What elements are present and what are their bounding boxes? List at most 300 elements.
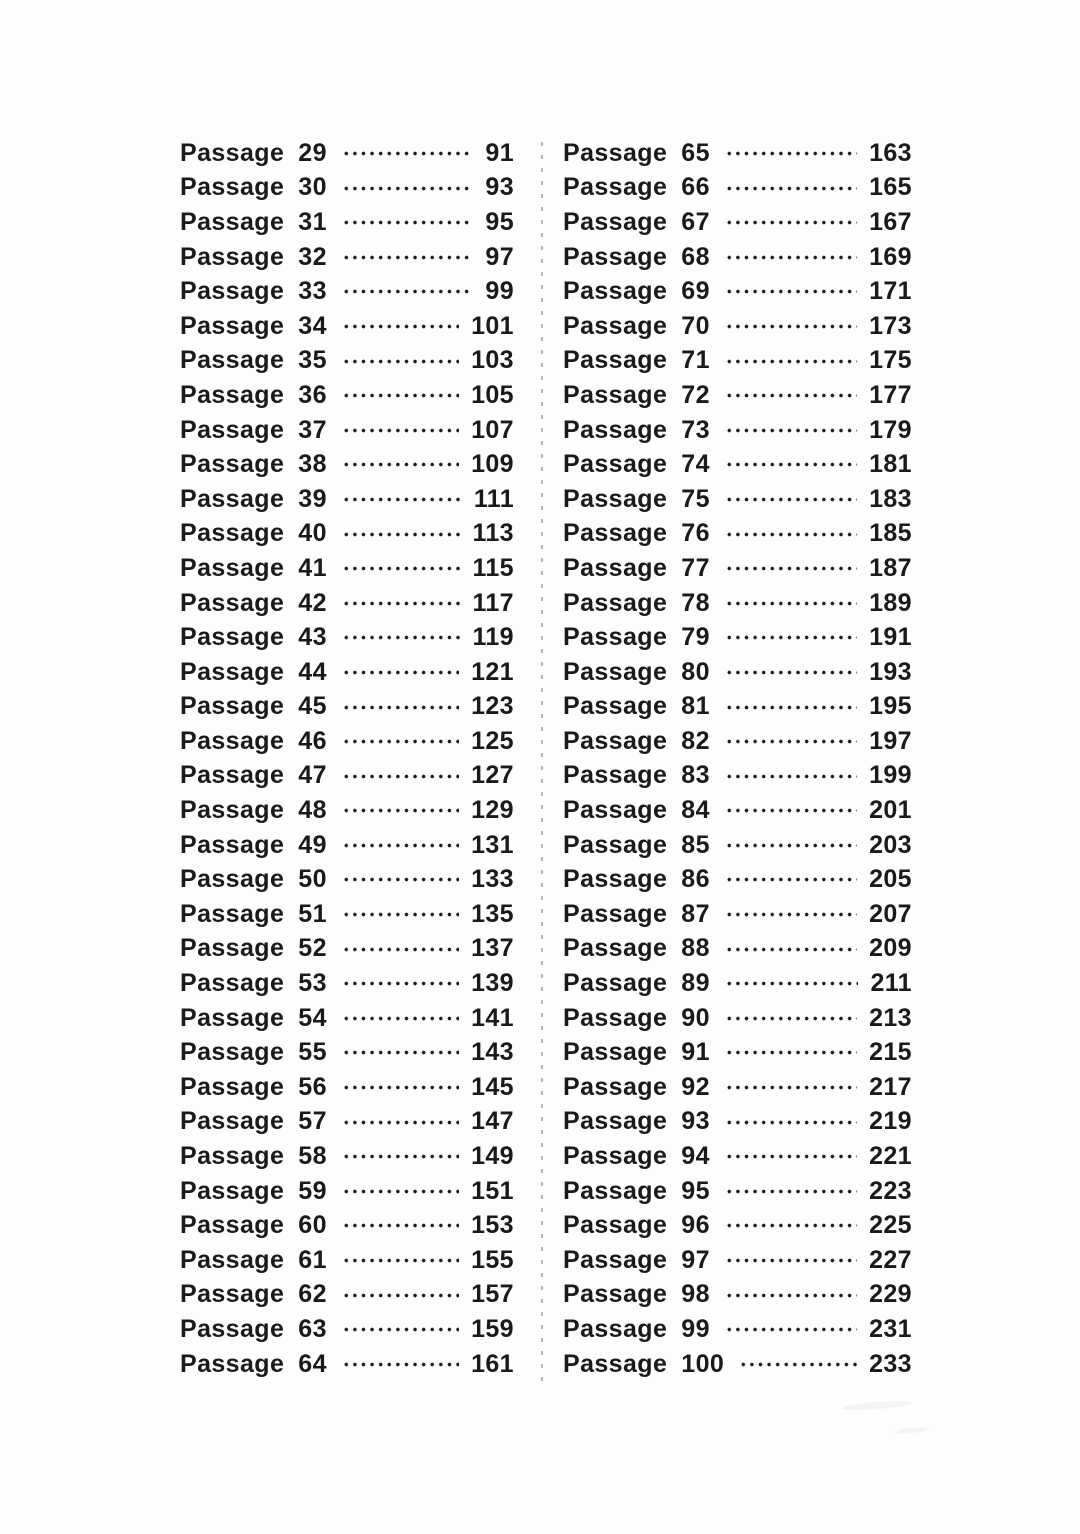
toc-entry-page: 155 — [471, 1245, 514, 1274]
toc-entry — [563, 344, 912, 379]
toc-entry-page: 145 — [471, 1072, 514, 1101]
toc-entry-page: 213 — [869, 1003, 912, 1032]
toc-entry-number: 43 — [298, 623, 327, 652]
dot-leader — [725, 1208, 857, 1243]
toc-entry-label: Passage — [180, 1038, 285, 1067]
toc-entry-page: 209 — [869, 934, 912, 963]
toc-entry-label: Passage — [563, 830, 668, 859]
toc-entry-page: 199 — [869, 761, 912, 790]
toc-entry-number: 79 — [681, 623, 710, 652]
toc-entry — [563, 1105, 912, 1140]
toc-entry-label: Passage — [180, 553, 285, 582]
toc-entry-label: Passage — [563, 761, 668, 790]
toc-entry-page: 141 — [471, 1003, 514, 1032]
toc-entry-label: Passage — [563, 726, 668, 755]
toc-entry-page: 91 — [485, 138, 514, 167]
toc-entry-label: Passage — [563, 553, 668, 582]
toc-entry-number: 52 — [298, 934, 327, 963]
toc-entry — [180, 413, 514, 448]
toc-entry-number: 81 — [681, 692, 710, 721]
toc-entry — [180, 551, 514, 586]
toc-entry-page: 117 — [472, 588, 514, 617]
dot-leader — [725, 309, 857, 344]
toc-entry-page: 129 — [471, 796, 514, 825]
toc-entry-label: Passage — [180, 415, 285, 444]
toc-entry — [563, 1035, 912, 1070]
toc-entry — [563, 171, 912, 206]
toc-entry-page: 127 — [471, 761, 514, 790]
toc-entry — [563, 620, 912, 655]
toc-entry-number: 68 — [681, 242, 710, 271]
dot-leader — [725, 240, 857, 275]
toc-entry-label: Passage — [563, 242, 668, 271]
toc-entry-label: Passage — [563, 484, 668, 513]
toc-entry-number: 51 — [298, 899, 327, 928]
toc-entry — [180, 1174, 514, 1209]
toc-entry-number: 30 — [298, 173, 327, 202]
toc-entry-number: 70 — [681, 311, 710, 340]
toc-entry-number: 50 — [298, 865, 327, 894]
toc-entry-label: Passage — [180, 519, 285, 548]
toc-entry-label: Passage — [180, 450, 285, 479]
dot-leader — [342, 1174, 459, 1209]
toc-entry-number: 63 — [298, 1314, 327, 1343]
dot-leader — [725, 1243, 857, 1278]
toc-entry — [563, 1347, 912, 1382]
toc-entry-page: 135 — [471, 899, 514, 928]
toc-entry-label: Passage — [563, 865, 668, 894]
toc-entry-number: 53 — [298, 969, 327, 998]
toc-entry-number: 67 — [681, 207, 710, 236]
dot-leader — [725, 724, 857, 759]
toc-entry-number: 99 — [681, 1314, 710, 1343]
dot-leader — [725, 1105, 857, 1140]
toc-entry-number: 73 — [681, 415, 710, 444]
toc-entry-label: Passage — [563, 311, 668, 340]
toc-entry-number: 76 — [681, 519, 710, 548]
toc-entry-label: Passage — [180, 1107, 285, 1136]
toc-entry — [180, 655, 514, 690]
dot-leader — [342, 1001, 459, 1036]
toc-entry — [180, 828, 514, 863]
toc-entry-number: 88 — [681, 934, 710, 963]
toc-entry — [180, 344, 514, 379]
toc-entry-page: 223 — [869, 1176, 912, 1205]
dot-leader — [342, 413, 459, 448]
toc-entry-number: 45 — [298, 692, 327, 721]
toc-entry-label: Passage — [180, 934, 285, 963]
toc-entry-page: 113 — [472, 519, 514, 548]
toc-entry-page: 147 — [471, 1107, 514, 1136]
dot-leader — [725, 171, 857, 206]
toc-entry-page: 111 — [473, 484, 514, 513]
toc-entry — [180, 378, 514, 413]
toc-entry-number: 71 — [681, 346, 710, 375]
toc-entry — [563, 690, 912, 725]
dot-leader — [725, 136, 857, 171]
toc-entry-number: 75 — [681, 484, 710, 513]
toc-entry-label: Passage — [563, 1142, 668, 1171]
toc-entry — [563, 1070, 912, 1105]
toc-entry-number: 40 — [298, 519, 327, 548]
toc-entry — [180, 136, 514, 171]
dot-leader — [725, 1070, 857, 1105]
toc-entry-page: 119 — [472, 623, 514, 652]
toc-entry — [180, 1070, 514, 1105]
toc-entry-page: 121 — [471, 657, 514, 686]
dot-leader — [725, 862, 857, 897]
toc-entry-label: Passage — [180, 1072, 285, 1101]
toc-entry-label: Passage — [563, 1314, 668, 1343]
toc-entry-number: 44 — [298, 657, 327, 686]
toc-entry-number: 96 — [681, 1211, 710, 1240]
dot-leader — [725, 205, 857, 240]
toc-entry-page: 179 — [869, 415, 912, 444]
toc-entry-label: Passage — [563, 380, 668, 409]
toc-entry-page: 191 — [869, 623, 912, 652]
toc-entry-label: Passage — [563, 173, 668, 202]
toc-entry-page: 101 — [471, 311, 514, 340]
dot-leader — [342, 862, 459, 897]
dot-leader — [342, 240, 474, 275]
toc-entry-label: Passage — [563, 138, 668, 167]
toc-entry-label: Passage — [563, 1107, 668, 1136]
toc-entry-label: Passage — [563, 1176, 668, 1205]
toc-entry-label: Passage — [180, 1314, 285, 1343]
toc-entry-label: Passage — [180, 1003, 285, 1032]
toc-entry — [180, 1001, 514, 1036]
dot-leader — [342, 1278, 459, 1313]
dot-leader — [342, 759, 459, 794]
toc-entry-label: Passage — [563, 1245, 668, 1274]
toc-entry — [563, 655, 912, 690]
toc-entry — [563, 932, 912, 967]
toc-entry-number: 36 — [298, 380, 327, 409]
toc-entry — [180, 171, 514, 206]
toc-entry-page: 161 — [471, 1349, 514, 1378]
toc-entry-number: 64 — [298, 1349, 327, 1378]
dot-leader — [342, 482, 462, 517]
toc-entry-number: 31 — [298, 207, 327, 236]
toc-entry — [180, 1035, 514, 1070]
toc-entry-page: 189 — [869, 588, 912, 617]
toc-entry — [563, 897, 912, 932]
dot-leader — [725, 482, 857, 517]
toc-entry-page: 225 — [869, 1211, 912, 1240]
toc-entry-number: 83 — [681, 761, 710, 790]
toc-entry-number: 56 — [298, 1072, 327, 1101]
toc-entry-label: Passage — [180, 173, 285, 202]
toc-entry-label: Passage — [180, 623, 285, 652]
dot-leader — [342, 655, 459, 690]
toc-entry — [563, 1278, 912, 1313]
toc-entry — [180, 586, 514, 621]
toc-entry — [563, 447, 912, 482]
toc-entry-label: Passage — [180, 1142, 285, 1171]
toc-entry — [563, 413, 912, 448]
dot-leader — [725, 932, 857, 967]
dot-leader — [342, 205, 474, 240]
dot-leader — [342, 136, 474, 171]
toc-entry-page: 157 — [471, 1280, 514, 1309]
toc-entry-number: 61 — [298, 1245, 327, 1274]
toc-entry — [563, 966, 912, 1001]
toc-entry-label: Passage — [180, 311, 285, 340]
toc-entry-page: 177 — [869, 380, 912, 409]
toc-entry — [563, 517, 912, 552]
toc-entry-label: Passage — [563, 796, 668, 825]
toc-entry-number: 41 — [298, 553, 327, 582]
toc-entry-page: 95 — [485, 207, 514, 236]
toc-entry-number: 66 — [681, 173, 710, 202]
toc-entry-page: 203 — [869, 830, 912, 859]
toc-entry-label: Passage — [180, 865, 285, 894]
toc-entry — [180, 1312, 514, 1347]
dot-leader — [342, 551, 461, 586]
toc-entry — [180, 482, 514, 517]
toc-entry-page: 229 — [869, 1280, 912, 1309]
toc-entry — [180, 517, 514, 552]
dot-leader — [725, 1174, 857, 1209]
dot-leader — [342, 171, 474, 206]
toc-entry-page: 233 — [869, 1349, 912, 1378]
toc-entry-number: 55 — [298, 1038, 327, 1067]
dot-leader — [725, 690, 857, 725]
toc-entry — [563, 240, 912, 275]
toc-entry-number: 58 — [298, 1142, 327, 1171]
toc-entry-number: 47 — [298, 761, 327, 790]
toc-entry-label: Passage — [180, 380, 285, 409]
toc-entry-label: Passage — [180, 761, 285, 790]
toc-entry-label: Passage — [563, 899, 668, 928]
dot-leader — [342, 897, 459, 932]
toc-entry — [563, 378, 912, 413]
toc-entry-page: 211 — [870, 969, 912, 998]
toc-entry — [563, 1001, 912, 1036]
dot-leader — [342, 1347, 459, 1382]
toc-entry — [180, 932, 514, 967]
dot-leader — [342, 378, 459, 413]
toc-entry-number: 39 — [298, 484, 327, 513]
toc-entry — [180, 793, 514, 828]
toc-entry-number: 57 — [298, 1107, 327, 1136]
toc-entry-number: 92 — [681, 1072, 710, 1101]
scan-smudge — [895, 1426, 929, 1435]
toc-entry — [180, 690, 514, 725]
dot-leader — [725, 793, 857, 828]
toc-entry-number: 98 — [681, 1280, 710, 1309]
toc-entry-number: 74 — [681, 450, 710, 479]
toc-entry — [180, 724, 514, 759]
toc-entry — [180, 1105, 514, 1140]
dot-leader — [342, 1208, 459, 1243]
toc-entry-page: 139 — [471, 969, 514, 998]
toc-entry — [180, 1139, 514, 1174]
toc-entry-label: Passage — [563, 1072, 668, 1101]
toc-entry-label: Passage — [180, 588, 285, 617]
dot-leader — [342, 793, 459, 828]
toc-entry-page: 195 — [869, 692, 912, 721]
toc-entry — [563, 309, 912, 344]
toc-entry-page: 143 — [471, 1038, 514, 1067]
toc-entry-page: 227 — [869, 1245, 912, 1274]
toc-entry-page: 175 — [869, 346, 912, 375]
toc-entry-page: 169 — [869, 242, 912, 271]
toc-entry — [180, 966, 514, 1001]
toc-entry — [563, 1243, 912, 1278]
toc-entry-page: 197 — [869, 726, 912, 755]
toc-entry-page: 137 — [471, 934, 514, 963]
dot-leader — [725, 1312, 857, 1347]
toc-entry — [180, 205, 514, 240]
toc-entry-number: 33 — [298, 277, 327, 306]
toc-entry — [563, 1174, 912, 1209]
toc-entry-number: 48 — [298, 796, 327, 825]
toc-entry-label: Passage — [180, 899, 285, 928]
dot-leader — [725, 828, 857, 863]
toc-entry-number: 84 — [681, 796, 710, 825]
toc-entry-page: 107 — [471, 415, 514, 444]
toc-entry-page: 231 — [869, 1314, 912, 1343]
toc-entry-label: Passage — [180, 1245, 285, 1274]
toc-entry-label: Passage — [180, 657, 285, 686]
toc-entry — [180, 309, 514, 344]
dot-leader — [725, 274, 857, 309]
toc-entry-page: 123 — [471, 692, 514, 721]
toc-entry-page: 159 — [471, 1314, 514, 1343]
dot-leader — [725, 1035, 857, 1070]
dot-leader — [725, 517, 857, 552]
toc-entry-page: 109 — [471, 450, 514, 479]
toc-entry-page: 181 — [869, 450, 912, 479]
toc-entry-number: 85 — [681, 830, 710, 859]
toc-entry-label: Passage — [180, 796, 285, 825]
toc-entry-page: 105 — [471, 380, 514, 409]
toc-entry-label: Passage — [563, 346, 668, 375]
dot-leader — [725, 655, 857, 690]
toc-entry — [180, 620, 514, 655]
toc-entry-label: Passage — [563, 692, 668, 721]
toc-entry — [563, 274, 912, 309]
toc-entry-page: 125 — [471, 726, 514, 755]
toc-entry-number: 94 — [681, 1142, 710, 1171]
dot-leader — [725, 1278, 857, 1313]
toc-entry-page: 93 — [485, 173, 514, 202]
scan-smudge — [842, 1400, 912, 1412]
toc-entry-label: Passage — [180, 830, 285, 859]
toc-entry-number: 80 — [681, 657, 710, 686]
toc-entry-label: Passage — [563, 1038, 668, 1067]
toc-entry — [563, 862, 912, 897]
toc-entry — [563, 828, 912, 863]
toc-entry-number: 69 — [681, 277, 710, 306]
toc-entry-label: Passage — [563, 519, 668, 548]
toc-entry-label: Passage — [563, 277, 668, 306]
toc-entry-number: 82 — [681, 726, 710, 755]
toc-entry-label: Passage — [180, 1349, 285, 1378]
toc-entry-page: 183 — [869, 484, 912, 513]
dot-leader — [725, 620, 857, 655]
toc-entry-label: Passage — [563, 415, 668, 444]
toc-entry-number: 90 — [681, 1003, 710, 1032]
dot-leader — [725, 1001, 857, 1036]
dot-leader — [342, 1035, 459, 1070]
toc-entry — [563, 1139, 912, 1174]
toc-entry-page: 215 — [869, 1038, 912, 1067]
toc-entry-page: 185 — [869, 519, 912, 548]
dot-leader — [342, 724, 459, 759]
toc-entry-label: Passage — [563, 623, 668, 652]
toc-entry-number: 72 — [681, 380, 710, 409]
toc-entry-label: Passage — [180, 484, 285, 513]
toc-entry-label: Passage — [180, 692, 285, 721]
dot-leader — [342, 828, 459, 863]
dot-leader — [725, 897, 857, 932]
column-divider — [541, 142, 543, 1381]
dot-leader — [342, 309, 459, 344]
toc-entry-number: 91 — [681, 1038, 710, 1067]
toc-entry-label: Passage — [180, 138, 285, 167]
dot-leader — [725, 1139, 857, 1174]
toc-entry — [563, 205, 912, 240]
toc-entry-label: Passage — [563, 1003, 668, 1032]
toc-entry-label: Passage — [180, 277, 285, 306]
toc-entry-number: 87 — [681, 899, 710, 928]
toc-entry-label: Passage — [180, 969, 285, 998]
toc-entry — [180, 1347, 514, 1382]
toc-entry-page: 193 — [869, 657, 912, 686]
toc-entry — [563, 759, 912, 794]
toc-entry-page: 149 — [471, 1142, 514, 1171]
dot-leader — [342, 932, 459, 967]
toc-entry-page: 151 — [471, 1176, 514, 1205]
toc-entry-number: 38 — [298, 450, 327, 479]
toc-entry-page: 131 — [471, 830, 514, 859]
toc-entry-page: 133 — [471, 865, 514, 894]
toc-entry-label: Passage — [563, 1211, 668, 1240]
toc-entry-number: 86 — [681, 865, 710, 894]
toc-entry-page: 171 — [869, 277, 912, 306]
toc-entry — [180, 897, 514, 932]
toc-entry-label: Passage — [563, 657, 668, 686]
toc-entry-page: 163 — [869, 138, 912, 167]
dot-leader — [342, 1312, 459, 1347]
dot-leader — [725, 447, 857, 482]
toc-entry — [563, 482, 912, 517]
dot-leader — [342, 1105, 459, 1140]
toc-entry — [563, 586, 912, 621]
toc-entry-label: Passage — [180, 726, 285, 755]
dot-leader — [725, 344, 857, 379]
toc-entry-page: 217 — [869, 1072, 912, 1101]
toc-entry-page: 165 — [869, 173, 912, 202]
toc-entry-label: Passage — [180, 1280, 285, 1309]
dot-leader — [342, 1139, 459, 1174]
toc-entry-number: 97 — [681, 1245, 710, 1274]
toc-entry-page: 221 — [869, 1142, 912, 1171]
dot-leader — [342, 517, 461, 552]
toc-entry — [180, 1243, 514, 1278]
toc-entry-page: 115 — [472, 553, 514, 582]
dot-leader — [342, 1070, 459, 1105]
toc-entry-number: 34 — [298, 311, 327, 340]
toc-entry-page: 99 — [485, 277, 514, 306]
toc-entry-number: 93 — [681, 1107, 710, 1136]
toc-entry-number: 89 — [681, 969, 710, 998]
toc-entry — [180, 447, 514, 482]
toc-entry-label: Passage — [180, 242, 285, 271]
toc-entry-number: 62 — [298, 1280, 327, 1309]
